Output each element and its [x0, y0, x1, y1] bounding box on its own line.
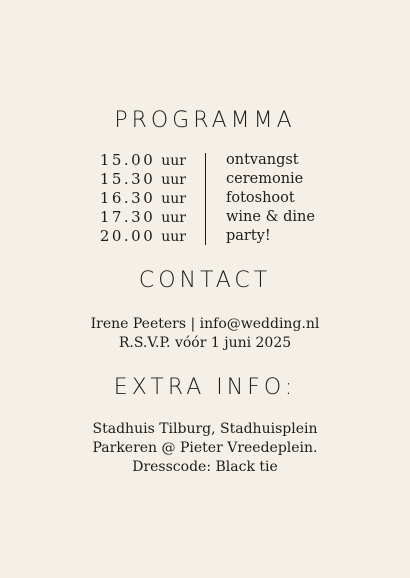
time-unit: uur	[161, 172, 186, 188]
extra-info	[0, 420, 410, 477]
schedule-time-row	[100, 189, 186, 208]
schedule-time-row	[100, 227, 186, 246]
schedule-event: party!	[226, 228, 271, 244]
location-line: Stadhuis Tilburg, Stadhuisplein	[92, 421, 318, 437]
schedule-time-row	[100, 208, 186, 227]
time-unit: uur	[161, 153, 186, 169]
programma-title: PROGRAMMA	[114, 108, 296, 133]
contact-info	[0, 315, 410, 353]
contact-line: Irene Peeters | info@wedding.nl	[90, 316, 320, 332]
parking-line: Parkeren @ Pieter Vreedeplein.	[92, 440, 318, 456]
time-unit: uur	[161, 229, 186, 245]
time-value: 15.30	[99, 170, 156, 188]
time-value: 20.00	[99, 227, 156, 245]
schedule-event: wine & dine	[226, 209, 315, 225]
schedule-time-row	[100, 151, 186, 170]
schedule-time-row	[100, 170, 186, 189]
rsvp-line: R.S.V.P. vóór 1 juni 2025	[118, 335, 292, 351]
time-unit: uur	[161, 191, 186, 207]
schedule-event: fotoshoot	[226, 190, 295, 206]
time-value: 15.00	[99, 151, 156, 169]
dresscode-line: Dresscode: Black tie	[132, 459, 278, 475]
time-value: 16.30	[99, 189, 156, 207]
schedule-times	[100, 151, 186, 246]
schedule-divider	[205, 153, 206, 245]
time-unit: uur	[161, 210, 186, 226]
extra-info-title: EXTRA INFO:	[113, 375, 297, 400]
schedule-event: ceremonie	[226, 171, 304, 187]
time-value: 17.30	[99, 208, 156, 226]
contact-title: CONTACT	[138, 268, 272, 293]
schedule-event: ontvangst	[226, 152, 299, 168]
schedule-events	[226, 151, 315, 246]
programma-schedule	[0, 151, 410, 246]
